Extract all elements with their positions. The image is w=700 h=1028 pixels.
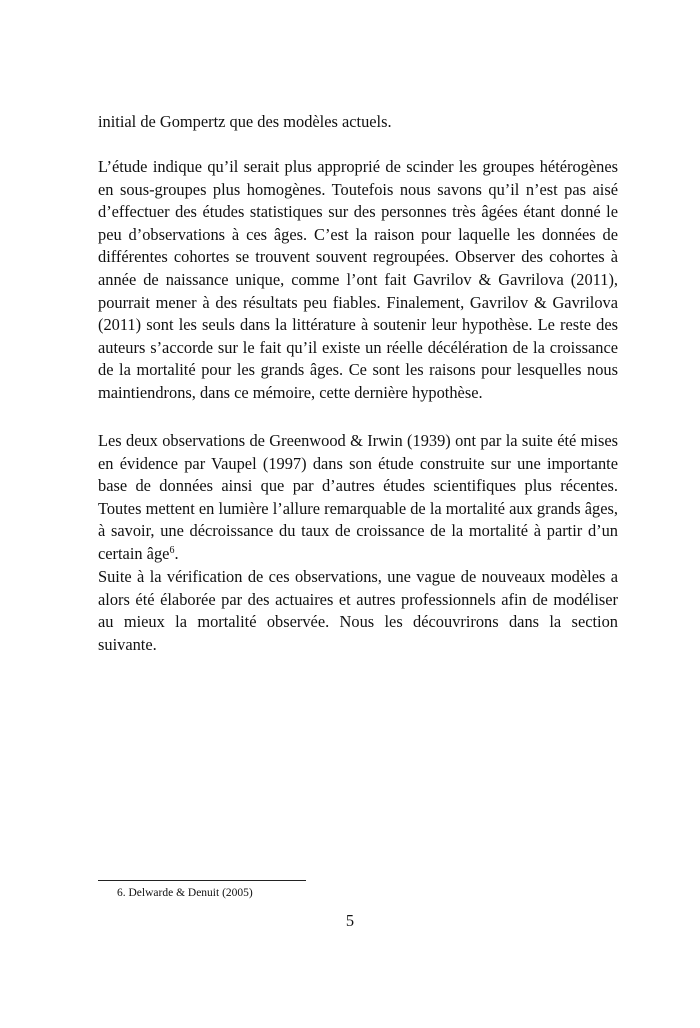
paragraph-heterogeneous-groups: L’étude indique qu’il serait plus approprié de scinder les groupes hétérogènes en sous-groupes plus homogènes. Toutefois nous savons qu’il n’est pas aisé d’effectuer des études statistiques sur des personnes très âgées étant donné le peu d’observations à ces âges. C’est la raison pour laquelle les données de différentes cohortes se trouvent souvent regroupées. Observer des cohortes à année de naissance unique, comme l’ont fait Gavrilov & Gavrilova (2011), pourrait mener à des résultats peu fiables. Finalement, Gavrilov & Gavrilova (2011) sont les seuls dans la littérature à soutenir leur hypothèse. Le reste des auteurs s’accorde sur le fait qu’il existe un réelle décélération de la croissance de la mortalité pour les grands âges. Ce sont les raisons pour lesquelles nous maintiendrons, dans ce mémoire, cette dernière hypothèse. [98, 157, 618, 402]
footnote-marker[interactable]: 6 [169, 544, 175, 556]
paragraph-continuation: initial de Gompertz que des modèles actuels. [98, 112, 392, 131]
paragraph-greenwood-end: . [174, 543, 179, 563]
paragraph-greenwood-observations [98, 430, 618, 566]
paragraph-new-models: Suite à la vérification de ces observations, une vague de nouveaux modèles a alors été élaborée par des actuaires et autres professionnels afin de modéliser au mieux la mortalité observée. Nous les découvrirons dans la section suivante. [98, 567, 618, 654]
footnote-divider [98, 880, 306, 881]
page-number: 5 [345, 911, 355, 930]
footnote: 6. Delwarde & Denuit (2005) [117, 887, 253, 899]
paragraph-greenwood-text: Les deux observations de Greenwood & Irwin (1939) ont par la suite été mises en évidence par Vaupel (1997) dans son étude construite sur une importante base de données ainsi que par d’autres études scientifiques plus récentes. Toutes mettent en lumière l’allure remarquable de la mortalité aux grands âges, à savoir, une décroissance du taux de croissance de la mortalité à partir d’un certain âge [98, 431, 618, 563]
